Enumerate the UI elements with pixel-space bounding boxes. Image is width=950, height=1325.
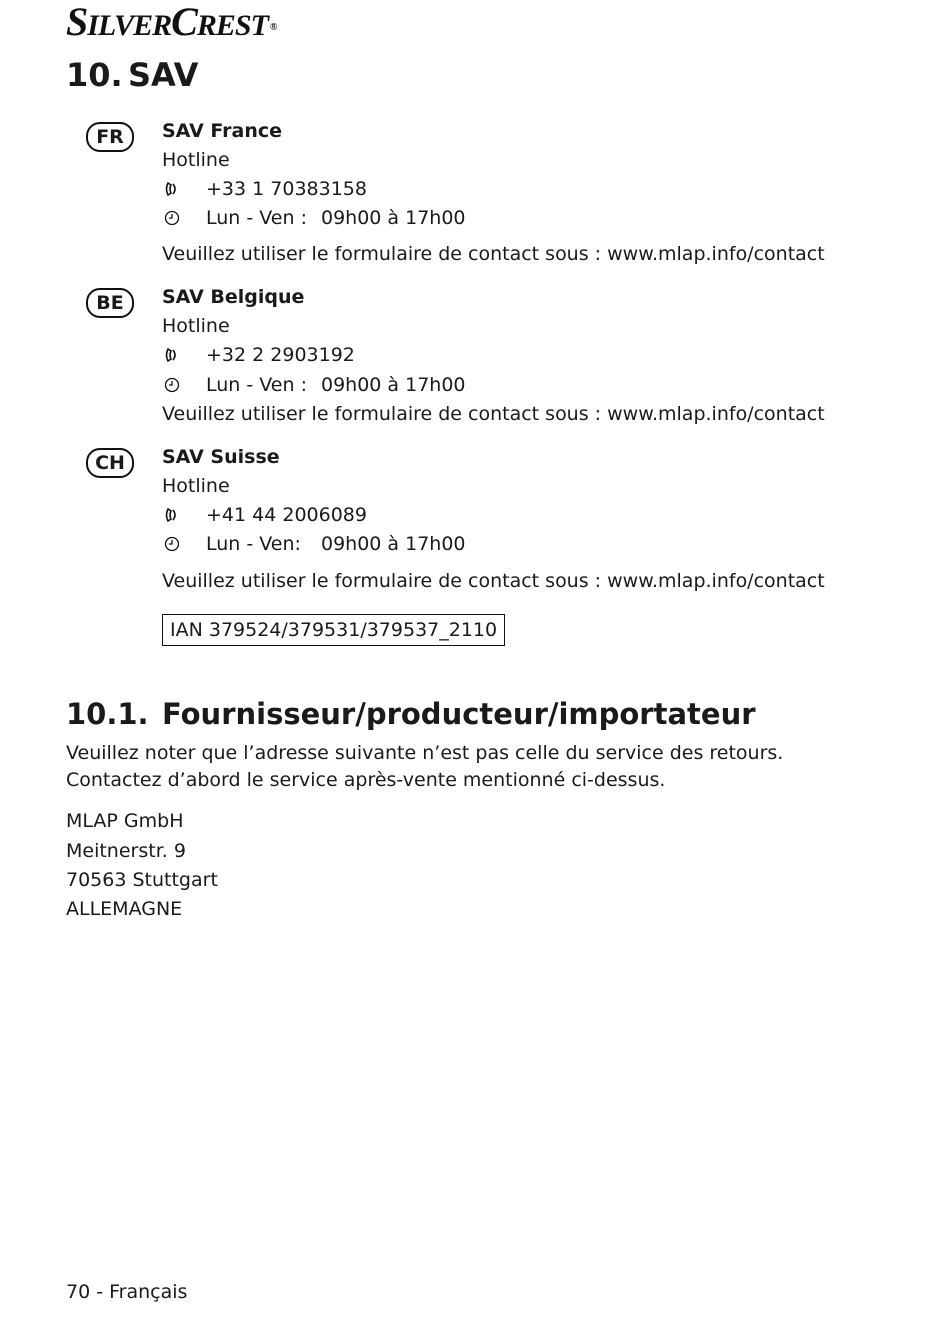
section-title: SAV	[128, 56, 199, 94]
logo-letters: ILVER	[87, 9, 172, 42]
country-badge-ch: CH	[86, 448, 134, 478]
returns-notice: Veuillez noter que l’adresse suivante n’est pas celle du service des retours. Contactez d’abord le service après-vente mentionné ci-dessus.	[66, 742, 784, 791]
opening-hours: 09h00 à 17h00	[321, 207, 466, 229]
service-title: SAV Suisse	[162, 446, 280, 468]
subsection-number: 10.1.	[66, 697, 149, 731]
logo-letter: C	[171, 0, 197, 44]
hotline-label: Hotline	[162, 315, 230, 337]
phone-number: +41 44 2006089	[206, 504, 367, 526]
ian-box: IAN 379524/379531/379537_2110	[162, 614, 505, 646]
service-title: SAV Belgique	[162, 286, 305, 308]
address-street: Meitnerstr. 9	[66, 840, 186, 862]
contact-note: Veuillez utiliser le formulaire de contact sous : www.mlap.info/contact	[162, 243, 825, 265]
page-footer: 70 - Français	[66, 1281, 188, 1303]
registered-mark: ®	[269, 22, 277, 33]
address-company: MLAP GmbH	[66, 810, 184, 832]
opening-days: Lun - Ven :	[206, 374, 307, 396]
subsection-heading	[66, 696, 756, 732]
phone-number: +32 2 2903192	[206, 344, 355, 366]
phone-icon	[164, 181, 180, 197]
opening-hours: 09h00 à 17h00	[321, 374, 466, 396]
contact-note: Veuillez utiliser le formulaire de contact sous : www.mlap.info/contact	[162, 403, 825, 425]
logo-letter: S	[66, 0, 88, 44]
logo-letters: REST	[196, 9, 268, 42]
service-title: SAV France	[162, 120, 283, 142]
opening-days: Lun - Ven:	[206, 533, 301, 555]
phone-icon	[164, 507, 180, 523]
silvercrest-logo	[66, 0, 277, 48]
clock-icon	[164, 536, 180, 552]
hotline-label: Hotline	[162, 149, 230, 171]
opening-hours: 09h00 à 17h00	[321, 533, 466, 555]
address-city: 70563 Stuttgart	[66, 869, 218, 891]
opening-days: Lun - Ven :	[206, 207, 307, 229]
section-heading	[66, 56, 198, 94]
country-badge-be: BE	[86, 288, 134, 318]
clock-icon	[164, 210, 180, 226]
section-number: 10.	[66, 56, 123, 94]
country-badge-fr: FR	[86, 122, 134, 152]
contact-note: Veuillez utiliser le formulaire de contact sous : www.mlap.info/contact	[162, 570, 825, 592]
subsection-title: Fournisseur/producteur/importateur	[162, 697, 756, 731]
clock-icon	[164, 377, 180, 393]
phone-number: +33 1 70383158	[206, 178, 367, 200]
hotline-label: Hotline	[162, 475, 230, 497]
phone-icon	[164, 347, 180, 363]
address-country: ALLEMAGNE	[66, 898, 183, 920]
